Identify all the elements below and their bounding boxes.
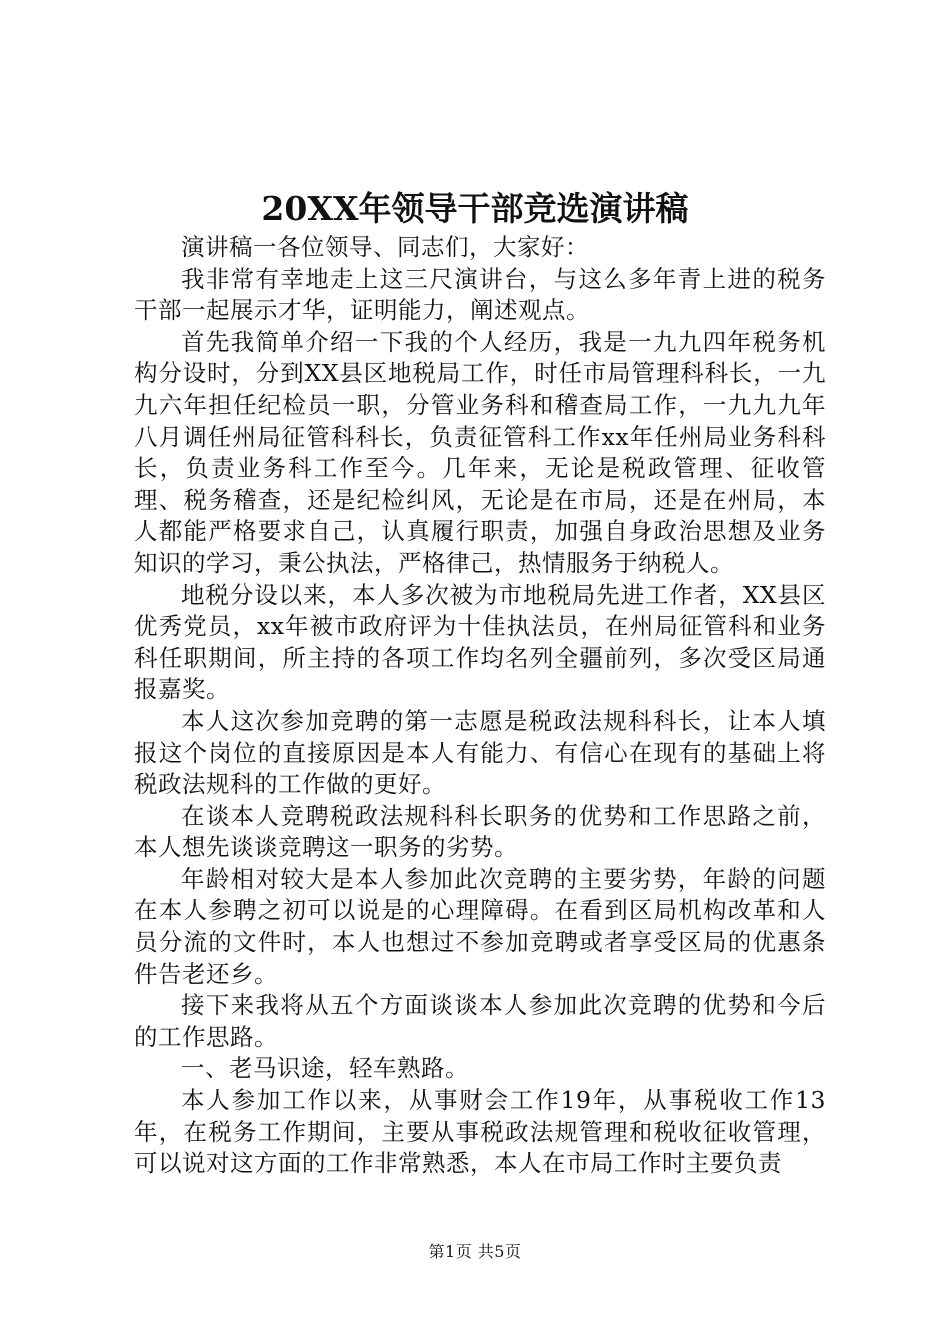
paragraph-five-aspects: 接下来我将从五个方面谈谈本人参加此次竞聘的优势和今后的工作思路。 bbox=[134, 991, 826, 1051]
document-title: 20XX年领导干部竞选演讲稿 bbox=[261, 189, 689, 228]
paragraph-intro: 我非常有幸地走上这三尺演讲台，与这么多年青上进的税务干部一起展示才华，证明能力，阐述观点。 bbox=[134, 264, 826, 325]
paragraph-experience: 首先我简单介绍一下我的个人经历，我是一九九四年税务机构分设时，分到XX县区地税局工作，时任市局管理科科长，一九九六年担任纪检员一职，分管业务科和稽查局工作，一九九九年八月调任州局征管科科长，负责征管科工作xx年任州局业务科科长，负责业务科工作至今。几年来，无论是税政管理、征收管理、税务稽查，还是纪检纠风，无论是在市局，还是在州局，本人都能严格要求自己，认真履行职责，加强自身政治思想及业务知识的学习，秉公执法，严格律己，热情服务于纳税人。 bbox=[134, 327, 826, 577]
paragraph-age: 年龄相对较大是本人参加此次竞聘的主要劣势，年龄的问题在本人参聘之初可以说是的心理障碍。在看到区局机构改革和人员分流的文件时，本人也想过不参加竞聘或者享受区局的优惠条件告老还乡。 bbox=[134, 864, 826, 988]
page-number-footer: 第1页 共5页 bbox=[428, 1242, 522, 1261]
paragraph-greeting: 演讲稿一各位领导、同志们，大家好： bbox=[181, 233, 589, 261]
section-heading-one: 一、老马识途，轻车熟路。 bbox=[181, 1054, 469, 1083]
paragraph-work-history: 本人参加工作以来，从事财会工作19年，从事税收工作13年，在税务工作期间，主要从事税政法规管理和税收征收管理，可以说对这方面的工作非常熟悉，本人在市局工作时主要负责 bbox=[134, 1086, 826, 1178]
paragraph-first-choice: 本人这次参加竞聘的第一志愿是税政法规科科长，让本人填报这个岗位的直接原因是本人有能力、有信心在现有的基础上将税政法规科的工作做的更好。 bbox=[134, 706, 826, 799]
paragraph-disadvantage-intro: 在谈本人竞聘税政法规科科长职务的优势和工作思路之前，本人想先谈谈竞聘这一职务的劣势。 bbox=[134, 801, 826, 862]
document-body bbox=[134, 232, 826, 1180]
paragraph-honors: 地税分设以来，本人多次被为市地税局先进工作者，XX县区优秀党员，xx年被市政府评为十佳执法员，在州局征管科和业务科任职期间，所主持的各项工作均名列全疆前列，多次受区局通报嘉奖。 bbox=[134, 580, 826, 704]
